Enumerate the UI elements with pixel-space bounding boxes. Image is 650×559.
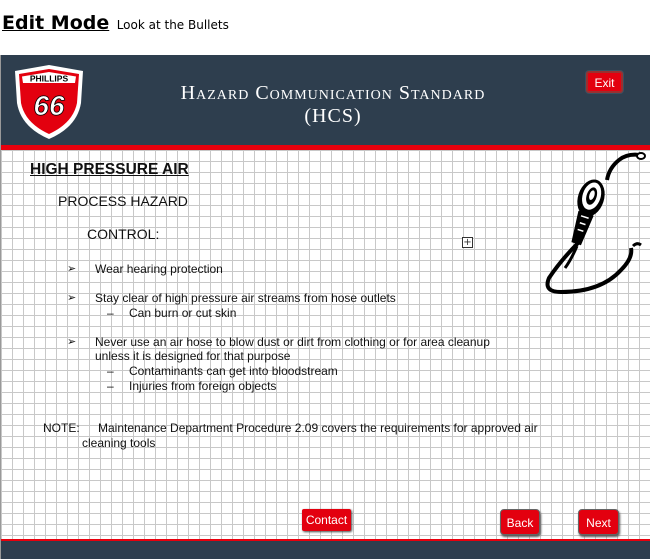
- air-pressure-gauge-icon: [541, 150, 646, 300]
- exit-button[interactable]: Exit: [586, 71, 623, 93]
- sub-bullet-item: Can burn or cut skin: [129, 306, 237, 320]
- page-title-line1: Hazard Communication Standard: [180, 82, 486, 104]
- page-title: [121, 82, 545, 128]
- process-hazard-label: PROCESS HAZARD: [58, 193, 188, 209]
- edit-mode-title: Edit Mode: [2, 12, 110, 34]
- sub-bullet-item: Contaminants can get into bloodstream: [129, 364, 338, 378]
- expand-icon[interactable]: +: [463, 237, 472, 248]
- bullet-arrow-icon: ➢: [67, 336, 77, 348]
- edit-mode-instruction: Look at the Bullets: [116, 18, 229, 32]
- contact-button[interactable]: Contact: [302, 509, 351, 531]
- page-title-line2: (HCS): [304, 105, 362, 127]
- next-button[interactable]: Next: [578, 509, 619, 535]
- sub-bullet-dash: –: [107, 306, 114, 320]
- logo-brand-text: PHILLIPS: [29, 73, 69, 84]
- sub-bullet-dash: –: [107, 379, 114, 393]
- sub-bullet-dash: –: [107, 364, 114, 378]
- content-area: [1, 150, 650, 539]
- footer-bar: [1, 539, 650, 559]
- bullet-arrow-icon: ➢: [67, 292, 77, 304]
- edit-mode-caption: [2, 12, 229, 38]
- note-label: NOTE:: [43, 421, 80, 435]
- bullet-item-line1: Never use an air hose to blow dust or dirt from clothing or for area cleanup: [95, 335, 490, 349]
- section-heading: HIGH PRESSURE AIR: [30, 161, 189, 178]
- sub-bullet-item: Injuries from foreign objects: [129, 379, 277, 393]
- course-screen: [0, 55, 650, 559]
- back-button[interactable]: Back: [500, 509, 540, 535]
- bullet-item: Wear hearing protection: [95, 262, 223, 276]
- bullet-item: Stay clear of high pressure air streams from hose outlets: [95, 291, 396, 305]
- bullet-arrow-icon: ➢: [67, 263, 77, 275]
- note-text-line2: cleaning tools: [82, 436, 156, 450]
- phillips-66-logo: [11, 63, 87, 141]
- note-text-line1: Maintenance Department Procedure 2.09 covers the requirements for approved air: [98, 421, 538, 435]
- header-bar: [1, 55, 650, 145]
- logo-number-text: 66: [33, 90, 65, 121]
- control-label: CONTROL:: [87, 226, 160, 242]
- bullet-item-line2: unless it is designed for that purpose: [95, 349, 291, 363]
